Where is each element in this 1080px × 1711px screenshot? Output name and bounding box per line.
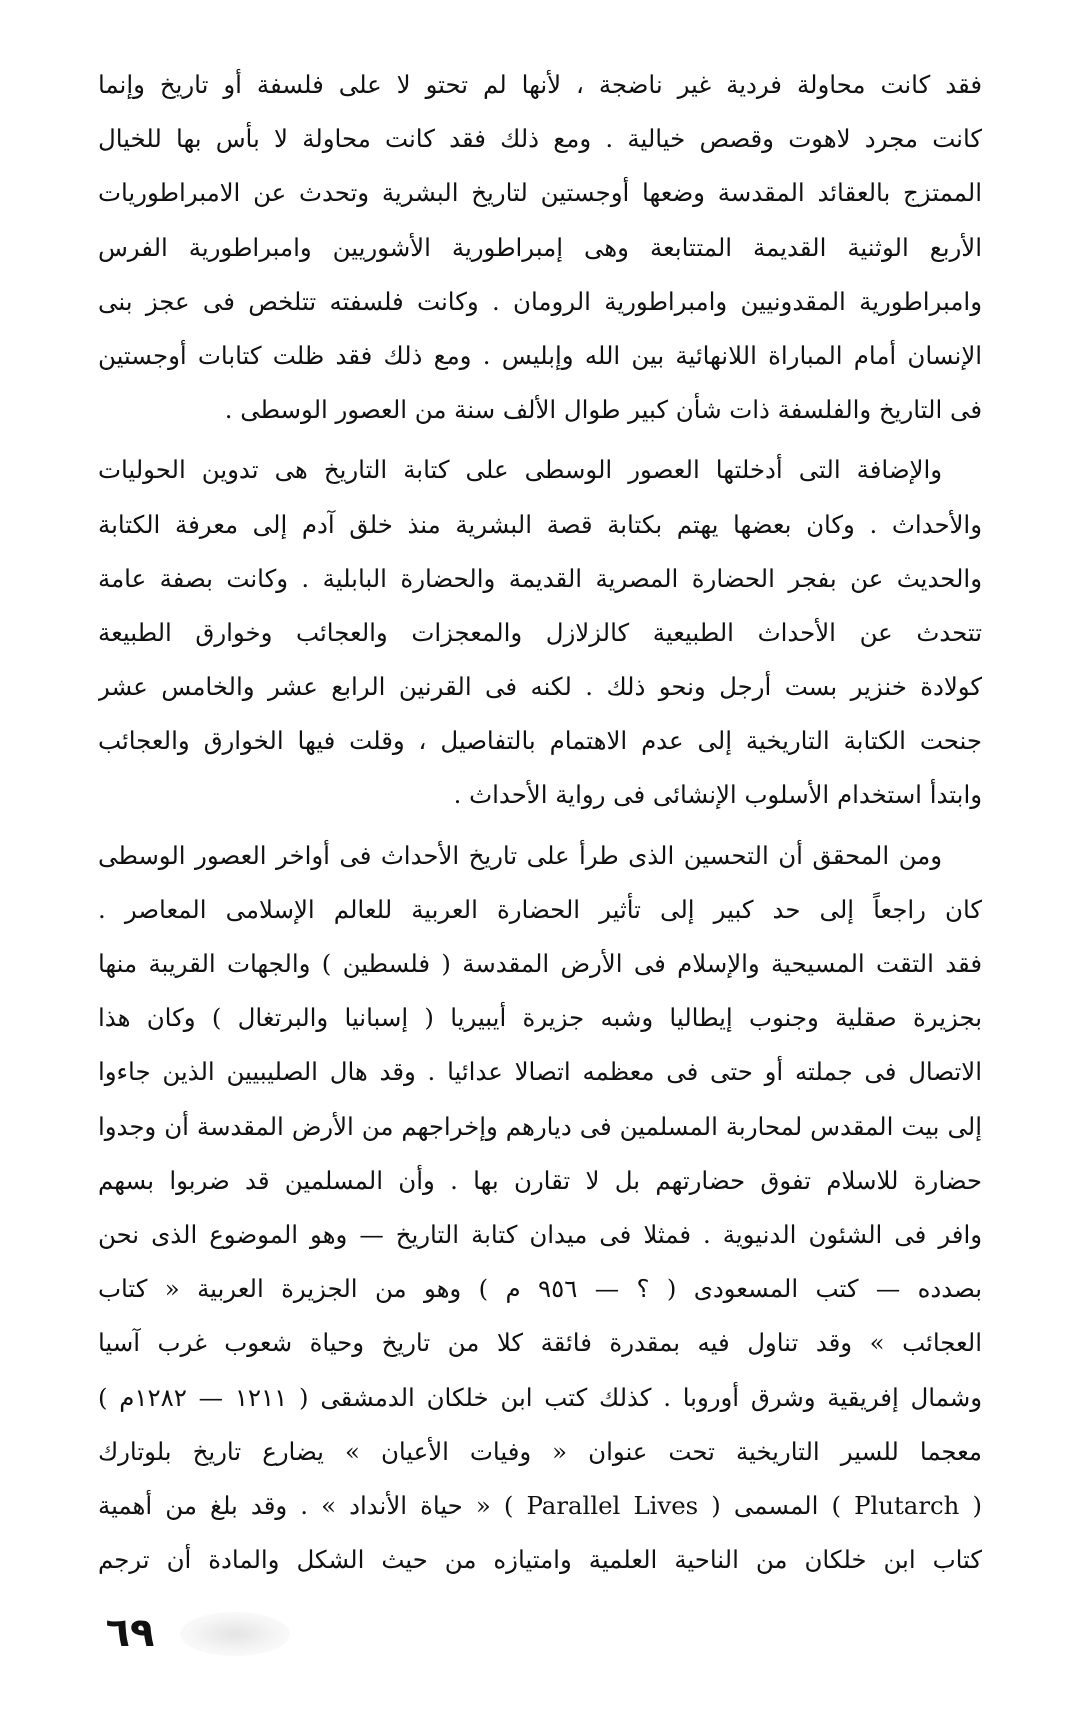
text-line: كولادة خنزير بست أرجل ونحو ذلك . لكنه فى القرنين الرابع عشر والخامس عشر <box>98 672 982 702</box>
text-line: الإنسان أمام المباراة اللانهائية بين الله وإبليس . ومع ذلك فقد ظلت كتابات أوجستين <box>98 340 982 370</box>
text-line: إلى بيت المقدس لمحاربة المسلمين فى ديارهم وإخراجهم من الأرض المقدسة أن وجدوا <box>98 1111 982 1141</box>
page-number: ٦٩ <box>105 1610 155 1656</box>
text-line: كانت مجرد لاهوت وقصص خيالية . ومع ذلك فقد كانت محاولة لا بأس بها للخيال <box>98 124 982 154</box>
text-line: العجائب » وقد تناول فيه بمقدرة فائقة كلا من تاريخ وحياة شعوب غرب آسيا <box>98 1328 982 1358</box>
text-line: الممتزج بالعقائد المقدسة وضعها أوجستين لتاريخ البشرية وتحدث عن الامبراطوريات <box>98 178 982 208</box>
text-line: فقد التقت المسيحية والإسلام فى الأرض المقدسة ( فلسطين ) والجهات القريبة منها <box>98 949 982 978</box>
text-line: بصدده — كتب المسعودى ( ؟ — ٩٥٦ م ) وهو من الجزيرة العربية « كتاب <box>98 1274 982 1304</box>
text-line: الأربع الوثنية القديمة المتتابعة وهى إمبراطورية الأشوريين وامبراطورية الفرس <box>98 232 982 262</box>
text-line: جنحت الكتابة التاريخية إلى عدم الاهتمام بالتفاصيل ، وقلت فيها الخوارق والعجائب <box>98 726 982 756</box>
text-line: الاتصال فى جملته أو حتى فى معظمه اتصالا عدائيا . وقد هال الصليبيين الذين جاءوا <box>98 1057 982 1087</box>
paper-smudge <box>180 1612 290 1656</box>
paragraph-1 <box>98 58 982 437</box>
text-line: والإضافة التى أدخلتها العصور الوسطى على كتابة التاريخ هى تدوين الحوليات <box>98 455 942 485</box>
text-line: وشمال إفريقية وشرق أوروبا . كذلك كتب ابن خلكان الدمشقى ( ١٢١١ — ١٢٨٢م ) <box>98 1382 982 1412</box>
body-text <box>98 58 982 1587</box>
text-line: فقد كانت محاولة فردية غير ناضجة ، لأنها لم تحتو لا على فلسفة أو تاريخ وإنما <box>98 70 982 99</box>
text-line: وامبراطورية المقدونيين وامبراطورية الرومان . وكانت فلسفته تتلخص فى عجز بنى <box>98 286 982 316</box>
text-line: معجما للسير التاريخية تحت عنوان « وفيات الأعيان » يضارع تاريخ بلوتارك <box>98 1436 982 1466</box>
text-line: وافر فى الشئون الدنيوية . فمثلا فى ميدان كتابة التاريخ — وهو الموضوع الذى نحن <box>98 1219 982 1249</box>
paragraph-3 <box>98 829 982 1588</box>
text-line: كان راجعاً إلى حد كبير إلى تأثير الحضارة العربية للعالم الإسلامى المعاصر . <box>98 894 982 924</box>
paragraph-2 <box>98 443 982 822</box>
text-line: والحديث عن بفجر الحضارة المصرية القديمة والحضارة البابلية . وكانت بصفة عامة <box>98 563 982 593</box>
text-line: بجزيرة صقلية وجنوب إيطاليا وشبه جزيرة أيبيريا ( إسبانيا والبرتغال ) وكان هذا <box>98 1003 982 1033</box>
text-line: والأحداث . وكان بعضها يهتم بكتابة قصة البشرية منذ خلق آدم إلى معرفة الكتابة <box>98 509 982 539</box>
text-line: ( Plutarch ) المسمى ( Parallel Lives ) « حياة الأنداد » . وقد بلغ من أهمية <box>98 1490 982 1520</box>
text-line: وابتدأ استخدام الأسلوب الإنشائى فى رواية الأحداث . <box>453 780 982 810</box>
text-line: تتحدث عن الأحداث الطبيعية كالزلازل والمعجزات والعجائب وخوارق الطبيعة <box>98 617 982 647</box>
text-line: حضارة للاسلام تفوق حضارتهم بل لا تقارن بها . وأن المسلمين قد ضربوا بسهم <box>98 1165 982 1195</box>
text-line: ومن المحقق أن التحسين الذى طرأ على تاريخ الأحداث فى أواخر العصور الوسطى <box>98 840 942 870</box>
text-line: فى التاريخ والفلسفة ذات شأن كبير طوال الألف سنة من العصور الوسطى . <box>224 395 982 425</box>
text-line: كتاب ابن خلكان من الناحية العلمية وامتيازه من حيث الشكل والمادة أن ترجم <box>98 1545 982 1575</box>
